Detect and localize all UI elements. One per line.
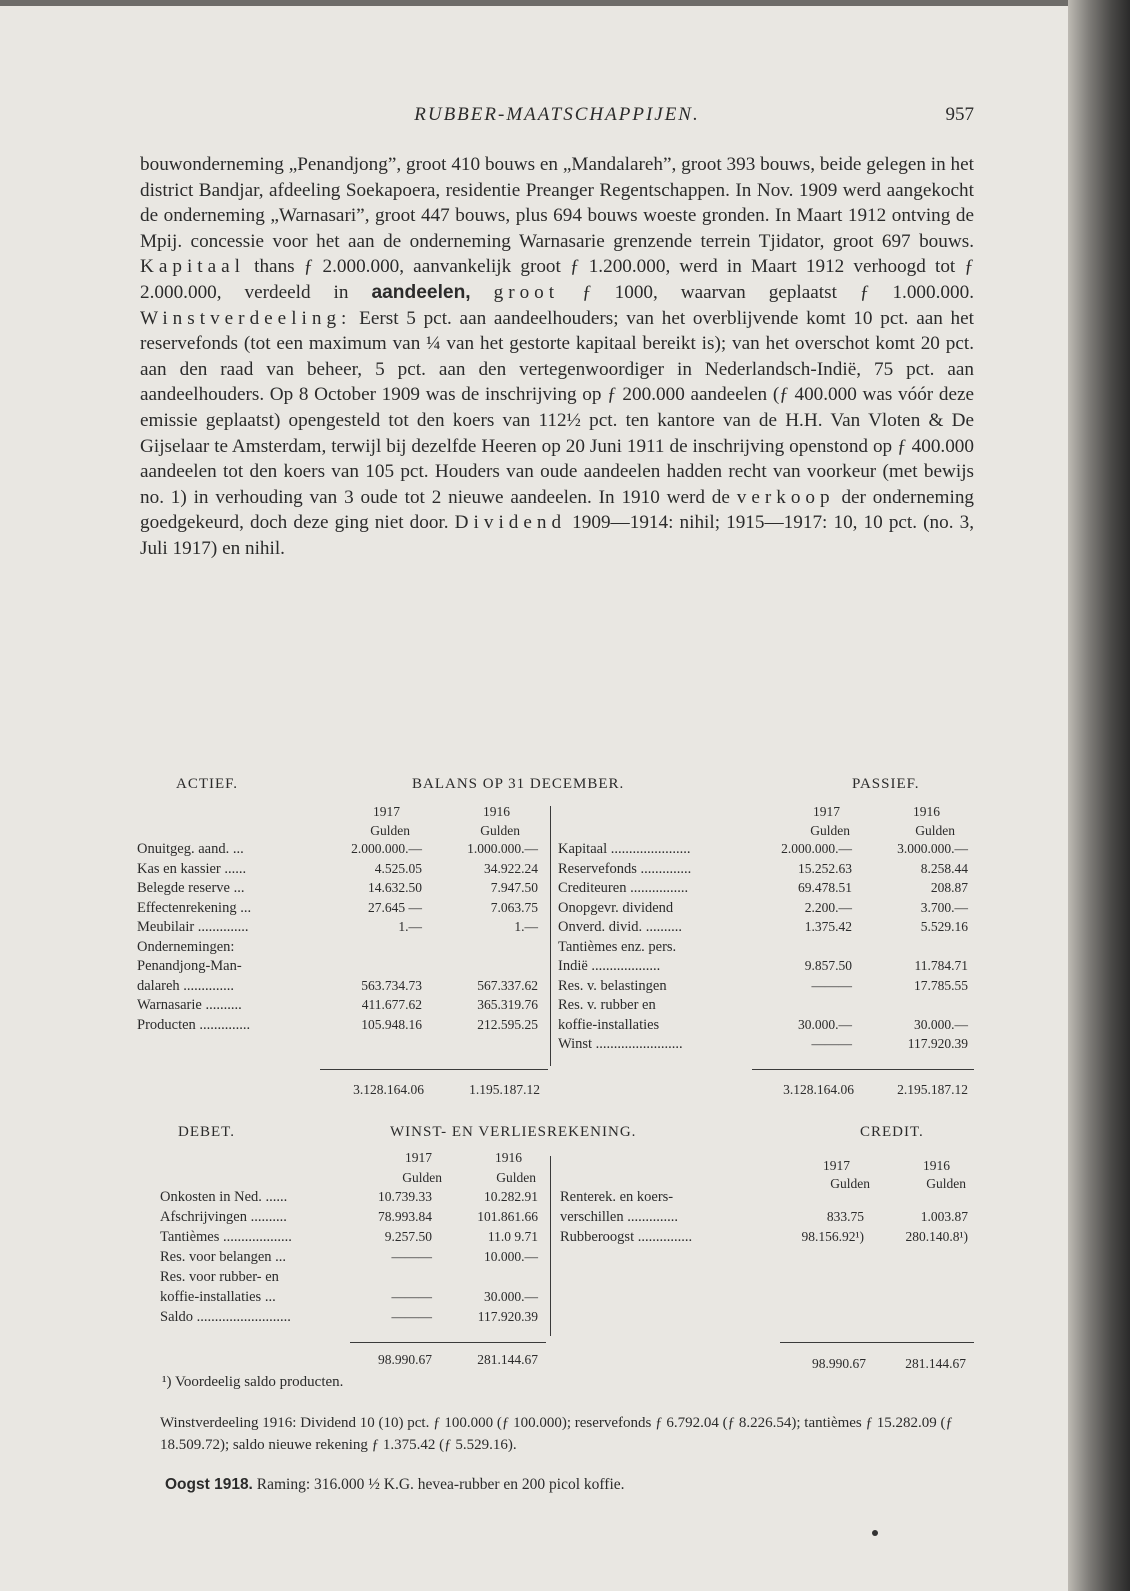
- table-row-value-a: 2.000.000.—: [351, 841, 422, 856]
- table-row-value-b: 34.922.24: [484, 860, 538, 876]
- pl-title: WINST- EN VERLIESREKENING.: [390, 1124, 637, 1140]
- page-top-edge: [0, 0, 1068, 6]
- table-row-value-b: 11.0 9.71: [487, 1229, 538, 1244]
- table-row-label: verschillen ..............: [560, 1209, 678, 1225]
- balance-right-total-rule: [752, 1069, 974, 1070]
- harvest-estimate: [165, 1476, 625, 1494]
- table-row-value-b: 17.785.55: [914, 977, 968, 993]
- ink-dot: [872, 1530, 878, 1536]
- balance-left-unit-a: Gulden: [370, 823, 410, 838]
- pl-left-total-b: 281.144.67: [477, 1352, 538, 1367]
- table-row-label: Tantièmes ...................: [160, 1229, 292, 1245]
- table-row-value-a: ———: [391, 1309, 432, 1324]
- table-row-value-a: 69.478.51: [798, 880, 852, 895]
- table-row-value-b: 1.000.000.—: [467, 841, 538, 856]
- balance-right-year-a: 1917: [813, 804, 840, 819]
- table-row-value-b: 117.920.39: [477, 1309, 538, 1324]
- table-row-value-b: 567.337.62: [477, 977, 538, 993]
- balance-left-year-b: 1916: [483, 804, 510, 819]
- table-row-label: Crediteuren ................: [558, 880, 689, 896]
- balance-right-heading: PASSIEF.: [852, 776, 920, 792]
- table-row-label: Kapitaal ......................: [558, 841, 691, 857]
- book-spine: [1068, 0, 1130, 1591]
- table-row-label: Indië ...................: [558, 958, 661, 974]
- table-row-value-b: 101.861.66: [477, 1209, 538, 1224]
- balance-right-total-a: 3.128.164.06: [783, 1082, 854, 1097]
- body-text-segment: groot: [493, 281, 560, 303]
- pl-left-unit-a: Gulden: [402, 1170, 442, 1185]
- table-row-label: Onverd. divid. ..........: [558, 919, 683, 935]
- balance-left-year-a: 1917: [373, 804, 400, 819]
- company-description: [140, 152, 974, 562]
- table-row-label: Reservefonds ..............: [558, 860, 692, 877]
- table-row-value-a: 2.200.—: [804, 899, 852, 915]
- table-row-value-b: 11.784.71: [914, 958, 968, 973]
- table-row-value-a: 105.948.16: [361, 1016, 422, 1032]
- table-row-value-b: 30.000.—: [914, 1016, 968, 1032]
- table-row-label: koffie-installaties ...: [160, 1289, 276, 1305]
- table-row-label: dalareh ..............: [137, 977, 235, 994]
- pl-left-heading: DEBET.: [178, 1124, 235, 1140]
- table-row-value-a: 27.645 —: [368, 899, 422, 915]
- table-row-value-a: 833.75: [826, 1209, 864, 1224]
- body-text-segment: Kapitaal: [140, 256, 245, 278]
- table-row-label: Res. voor rubber- en: [160, 1269, 279, 1285]
- body-text-segment: Dividend: [454, 512, 567, 534]
- table-row-value-a: 98.156.92¹): [801, 1229, 864, 1244]
- balance-right-unit-b: Gulden: [915, 823, 955, 838]
- pl-left-year-a: 1917: [405, 1150, 432, 1165]
- table-row-label: Kas en kassier ......: [137, 860, 247, 877]
- table-row-value-b: 3.000.000.—: [897, 841, 968, 856]
- table-row-value-a: 9.257.50: [384, 1229, 432, 1244]
- table-row-value-b: 7.063.75: [490, 899, 538, 915]
- table-row-label: Ondernemingen:: [137, 938, 235, 955]
- table-row-value-a: 411.677.62: [361, 997, 422, 1012]
- footnote: ¹) Voordeelig saldo producten.: [162, 1374, 344, 1390]
- pl-right-total-a: 98.990.67: [812, 1356, 866, 1371]
- table-row-value-a: 2.000.000.—: [781, 841, 852, 856]
- pl-left-total-rule: [350, 1342, 546, 1343]
- table-row-label: Renterek. en koers-: [560, 1189, 674, 1205]
- pl-right-year-a: 1917: [823, 1158, 850, 1173]
- body-text-segment: bouwonderneming „Penandjong”, groot 410 bouws en „Mandalareh”, groot 393 bouws, beide gelegen in het district Bandjar, afdeeling Soekapoera, residentie Preanger Regentschappen. In Nov. 1909 werd aangekocht de onderneming „Warnasari”, groot 447 bouws, plus 694 bouws woeste gronden. In Maart 1912 ontving de Mpij. concessie voor het aan de onderneming Warnasarie grenzende terrein Tjidator, groot 697 bouws.: [140, 154, 974, 252]
- table-row-value-a: 563.734.73: [361, 977, 422, 993]
- body-text-segment: Eerst 5 pct. aan aandeelhouders; van het overblijvende komt 10 pct. aan het reservefonds (tot een maximum van ¼ van het gestorte kapitaal bereikt is); van het overschot komt 20 pct. aan den raad van beheer, 5 pct. aan den vertegenwoordiger in Nederlandsch-Indië, 75 pct. aan aandeelhouders. Op 8 October 1909 was de inschrijving op ƒ 200.000 aandeelen (ƒ 400.000 was vóór deze emissie geplaatst) opengesteld tot den koers van 112½ pct. ten kantore van de H.H. Van Vloten & De Gijselaar te Amsterdam, terwijl bij dezelfde Heeren op 20 Juni 1911 de inschrijving openstond op ƒ 400.000 aandeelen tot den koers van 105 pct. Houders van oude aandeelen hadden recht van voorkeur (met bewijs no. 1) in verhouding van 3 oude tot 2 nieuwe aandeelen. In 1910 werd de: [140, 307, 974, 508]
- balance-left-heading: ACTIEF.: [176, 776, 239, 792]
- pl-right-year-b: 1916: [923, 1158, 950, 1173]
- body-text-segment: 1909—1914: nihil; 1915—1917: 10, 10 pct. (no. 3, Juli 1917) en nihil.: [140, 512, 974, 559]
- pl-right-total-rule: [780, 1342, 974, 1343]
- page-header: [140, 104, 974, 130]
- table-row-value-b: 212.595.25: [477, 1016, 538, 1032]
- table-row-value-a: 78.993.84: [378, 1209, 432, 1224]
- table-row-value-b: 365.319.76: [477, 997, 538, 1012]
- body-text-segment: ƒ 1000, waarvan geplaatst ƒ 1.000.000.: [559, 281, 974, 303]
- table-row-label: Saldo ..........................: [160, 1309, 291, 1325]
- table-row-label: Res. v. belastingen: [558, 977, 667, 994]
- table-row-label: Rubberoogst ...............: [560, 1229, 693, 1245]
- balance-left-total-b: 1.195.187.12: [469, 1082, 540, 1097]
- table-row-value-b: 5.529.16: [920, 919, 968, 934]
- table-row-value-b: 7.947.50: [490, 880, 538, 895]
- balance-right-unit-a: Gulden: [810, 823, 850, 838]
- body-text-segment: thans ƒ 2.000.000, aanvankelijk groot ƒ 1.200.000, werd in Maart 1912 verhoogd tot ƒ 2.000.000, verdeeld in: [140, 256, 974, 303]
- balance-right-year-b: 1916: [913, 804, 940, 819]
- table-row-value-b: 117.920.39: [907, 1036, 968, 1051]
- table-row-label: Meubilair ..............: [137, 919, 249, 935]
- table-row-value-b: 8.258.44: [920, 860, 968, 876]
- body-text-segment: der onderneming goedgekeurd, doch deze ging niet door.: [140, 486, 975, 534]
- balance-divider: [550, 806, 551, 1066]
- table-row-label: Warnasarie ..........: [137, 997, 242, 1013]
- balance-left-unit-b: Gulden: [480, 823, 520, 838]
- pl-right-unit-a: Gulden: [830, 1176, 870, 1191]
- table-row-value-a: ———: [391, 1249, 432, 1264]
- body-text-segment: Winstverdeeling:: [140, 307, 352, 329]
- table-row-value-b: 10.282.91: [484, 1189, 538, 1204]
- table-row-label: Belegde reserve ...: [137, 880, 245, 896]
- body-paragraph: [140, 152, 974, 562]
- table-row-value-a: 30.000.—: [798, 1016, 852, 1032]
- balance-title: BALANS OP 31 DECEMBER.: [412, 776, 625, 792]
- pl-divider: [550, 1156, 551, 1336]
- table-row-value-b: 1.—: [514, 919, 538, 934]
- harvest-text: Raming: 316.000 ½ K.G. hevea-rubber en 200 picol koffie.: [256, 1476, 625, 1493]
- table-row-label: Effectenrekening ...: [137, 899, 252, 916]
- table-row-value-a: ———: [811, 977, 852, 993]
- table-row-value-a: 4.525.05: [374, 860, 422, 876]
- pl-left-total-a: 98.990.67: [378, 1352, 432, 1367]
- pl-left-unit-b: Gulden: [496, 1170, 536, 1185]
- table-row-label: Penandjong-Man-: [137, 958, 242, 974]
- table-row-value-b: 30.000.—: [484, 1289, 538, 1304]
- table-row-label: Res. voor belangen ...: [160, 1249, 287, 1265]
- table-row-label: koffie-installaties: [558, 1016, 660, 1033]
- body-text-segment: verkoop: [736, 486, 835, 508]
- table-row-label: Onkosten in Ned. ......: [160, 1189, 288, 1205]
- table-row-value-a: 15.252.63: [798, 860, 852, 876]
- table-row-label: Afschrijvingen ..........: [160, 1209, 287, 1225]
- table-row-value-a: ———: [811, 1036, 852, 1051]
- pl-left-year-b: 1916: [495, 1150, 522, 1165]
- table-row-value-a: 9.857.50: [804, 958, 852, 973]
- table-row-value-a: 10.739.33: [378, 1189, 432, 1204]
- table-row-label: Winst ........................: [558, 1036, 683, 1052]
- pl-right-heading: CREDIT.: [860, 1124, 924, 1140]
- table-row-label: Onopgevr. dividend: [558, 899, 674, 916]
- table-row-label: Onuitgeg. aand. ...: [137, 841, 244, 857]
- table-row-label: Res. v. rubber en: [558, 997, 656, 1013]
- pl-right-total-b: 281.144.67: [905, 1356, 966, 1371]
- table-row-value-b: 280.140.8¹): [905, 1229, 968, 1244]
- table-row-label: Producten ..............: [137, 1016, 251, 1033]
- table-row-value-b: 208.87: [930, 880, 968, 895]
- table-row-value-b: 10.000.—: [484, 1249, 538, 1264]
- table-row-value-a: ———: [391, 1289, 432, 1304]
- table-row-value-b: 3.700.—: [920, 899, 968, 915]
- table-row-label: Tantièmes enz. pers.: [558, 938, 677, 955]
- table-row-value-a: 14.632.50: [368, 880, 422, 895]
- body-text-segment: aandeelen,: [371, 281, 471, 303]
- page-number: 957: [945, 104, 974, 125]
- table-row-value-b: 1.003.87: [920, 1209, 968, 1224]
- harvest-label: Oogst 1918.: [165, 1476, 253, 1493]
- balance-right-total-b: 2.195.187.12: [897, 1082, 968, 1097]
- profit-distribution: Winstverdeeling 1916: Dividend 10 (10) pct. ƒ 100.000 (ƒ 100.000); reservefonds ƒ 6.792.04 (ƒ 8.226.54); tantièmes ƒ 15.282.09 (ƒ 18.509.72); saldo nieuwe rekening ƒ 1.375.42 (ƒ 5.529.16).: [160, 1415, 954, 1453]
- table-row-value-a: 1.375.42: [804, 919, 852, 934]
- pl-right-unit-b: Gulden: [926, 1176, 966, 1191]
- table-row-value-a: 1.—: [398, 919, 422, 934]
- body-text-segment: [471, 282, 494, 303]
- balance-left-total-rule: [320, 1069, 548, 1070]
- running-title: RUBBER-MAATSCHAPPIJEN.: [414, 104, 700, 125]
- balance-left-total-a: 3.128.164.06: [353, 1082, 424, 1097]
